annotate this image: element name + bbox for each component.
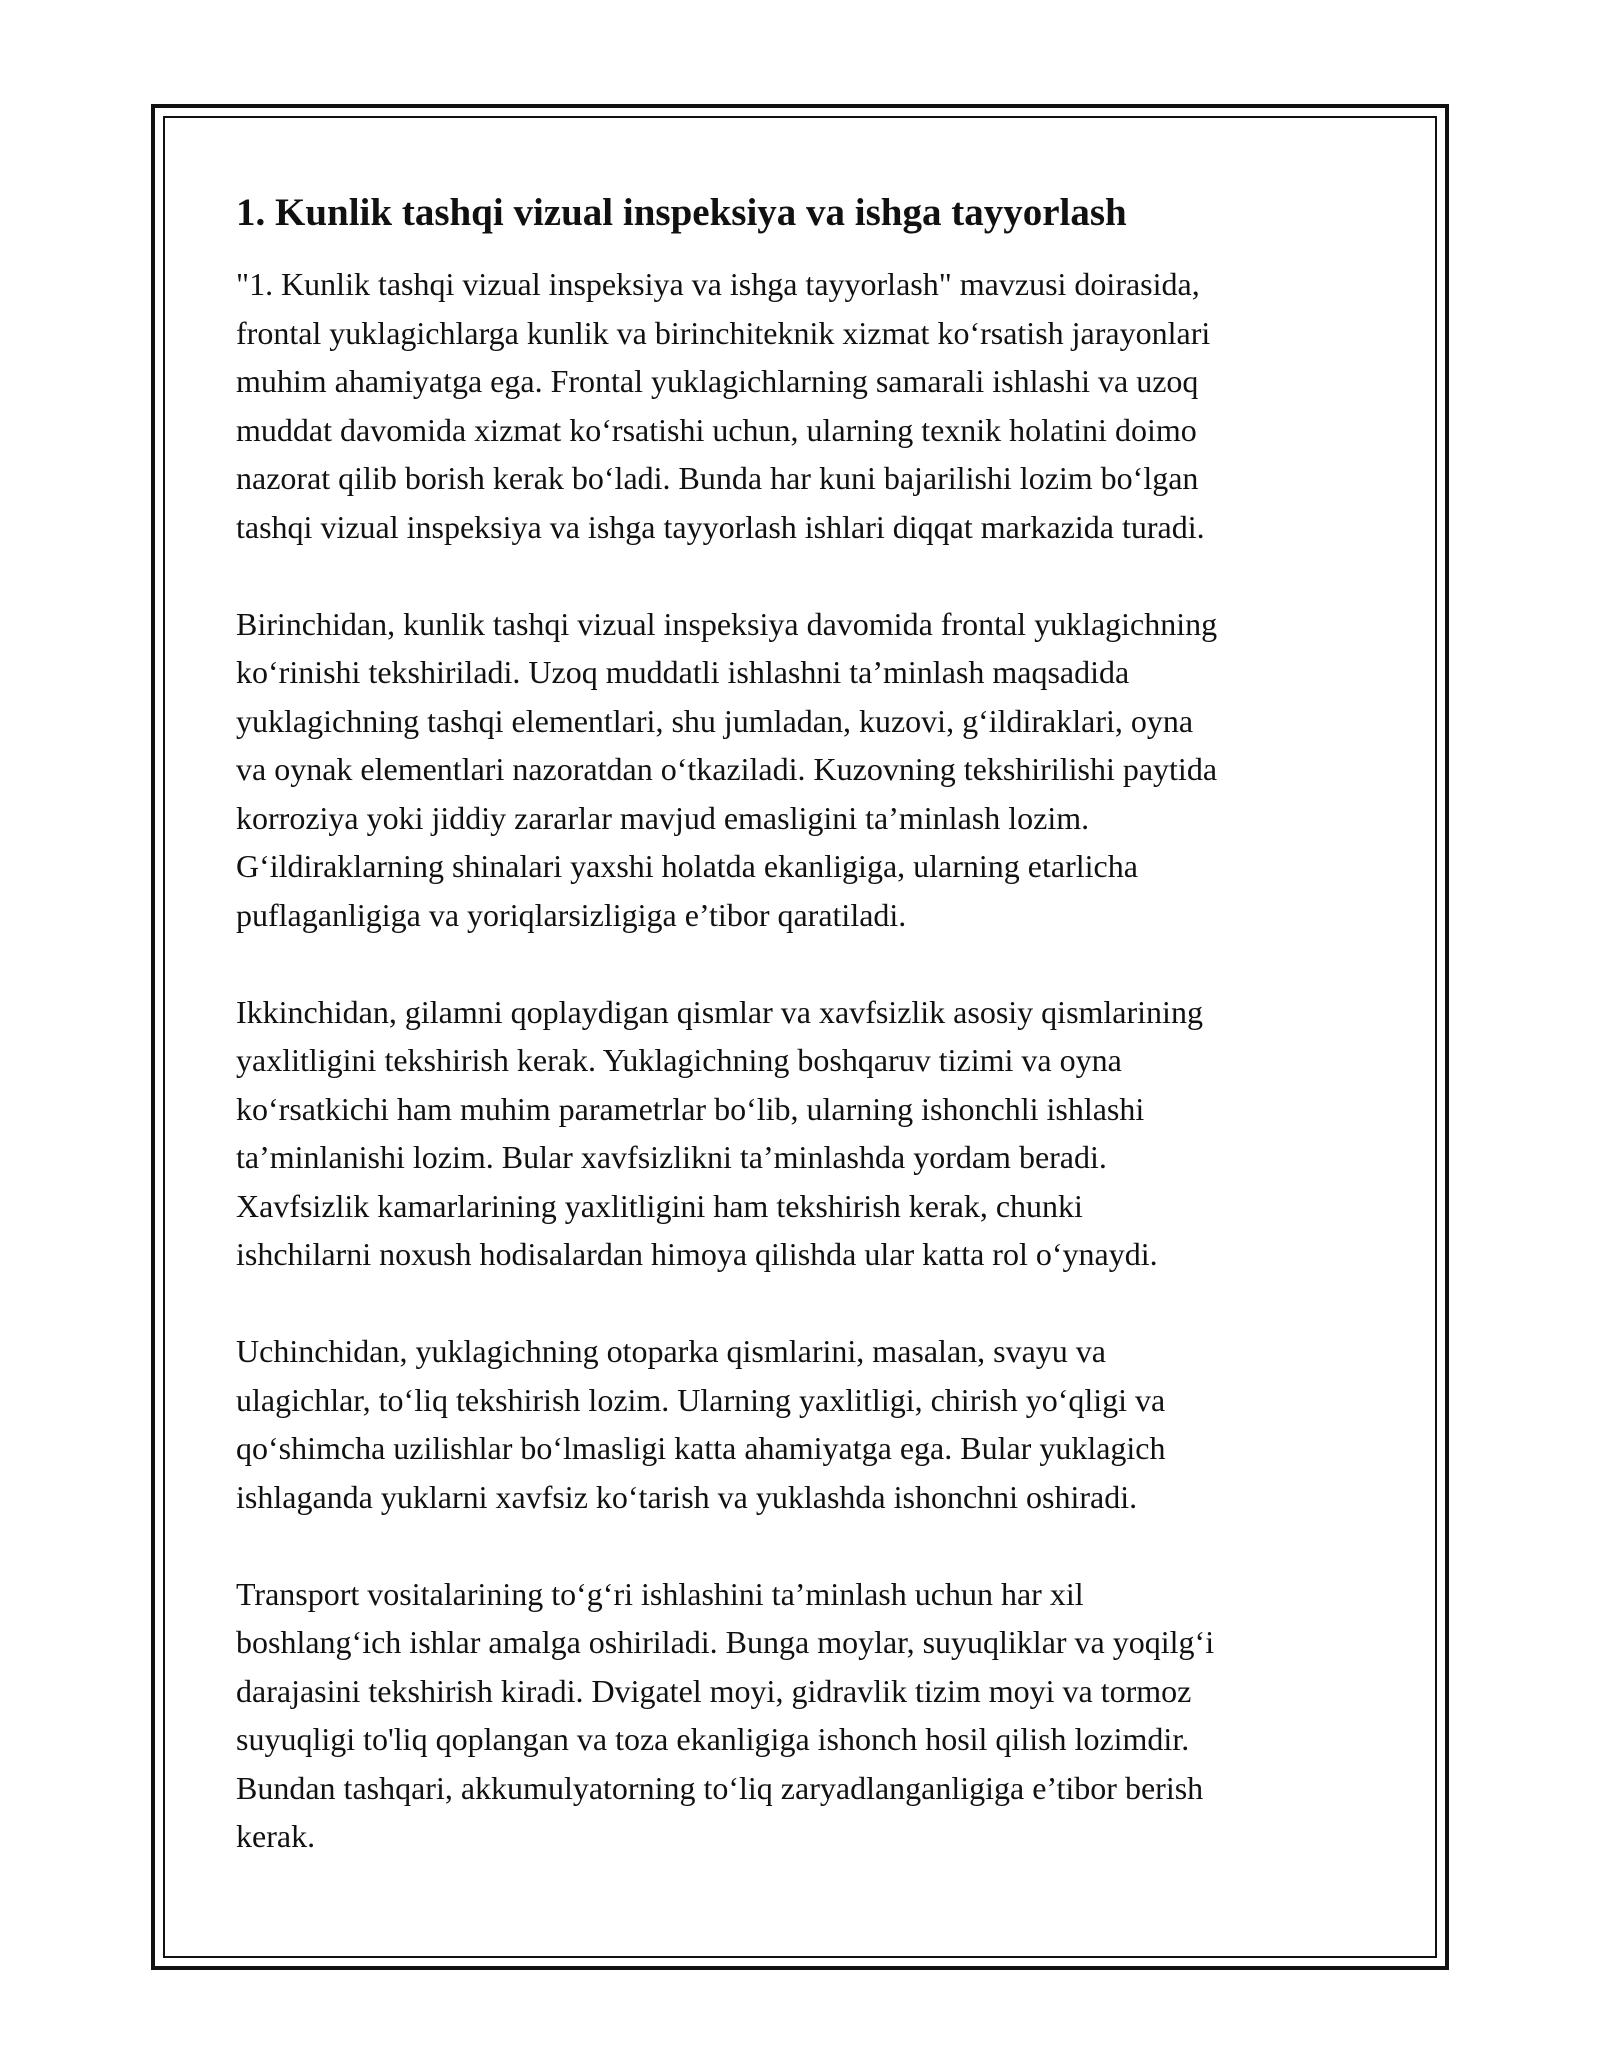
- paragraph-intro: "1. Kunlik tashqi vizual inspeksiya va ishga tayyorlash" mavzusi doirasida, frontal yuklagichlarga kunlik va birinchiteknik xizmat koʻrsatish jarayonlari muhim ahamiyatga ega. Frontal yuklagichlarning samarali ishlashi va uzoq muddat davomida xizmat koʻrsatishi uchun, ularning texnik holatini doimo nazorat qilib borish kerak boʻladi. Bunda har kuni bajarilishi lozim boʻlgan tashqi vizual inspeksiya va ishga tayyorlash ishlari diqqat markazida turadi.: [236, 266, 1211, 545]
- document-body: [236, 188, 1366, 1909]
- paragraph-second: Ikkinchidan, gilamni qoplaydigan qismlar va xavfsizlik asosiy qismlarining yaxlitligini tekshirish kerak. Yuklagichning boshqaruv tizimi va oyna koʻrsatkichi ham muhim parametrlar boʻlib, ularning ishonchli ishlashi ta’minlanishi lozim. Bular xavfsizlikni ta’minlashda yordam beradi. Xavfsizlik kamarlarining yaxlitligini ham tekshirish kerak, chunki ishchilarni noxush hodisalardan himoya qilishda ular katta rol oʻynaydi.: [236, 993, 1203, 1272]
- document-title: 1. Kunlik tashqi vizual inspeksiya va ishga tayyorlash: [236, 191, 1127, 234]
- paragraph-third: Uchinchidan, yuklagichning otoparka qismlarini, masalan, svayu va ulagichlar, toʻliq tekshirish lozim. Ularning yaxlitligi, chirish yoʻqligi va qoʻshimcha uzilishlar boʻlmasligi katta ahamiyatga ega. Bular yuklagich ishlaganda yuklarni xavfsiz koʻtarish va yuklashda ishonchni oshiradi.: [236, 1333, 1166, 1515]
- paragraph-first: Birinchidan, kunlik tashqi vizual inspeksiya davomida frontal yuklagichning koʻrinishi tekshiriladi. Uzoq muddatli ishlashni ta’minlash maqsadida yuklagichning tashqi elementlari, shu jumladan, kuzovi, gʻildiraklari, oyna va oynak elementlari nazoratdan oʻtkaziladi. Kuzovning tekshirilishi paytida korroziya yoki jiddiy zararlar mavjud emasligini ta’minlash lozim. Gʻildiraklarning shinalari yaxshi holatda ekanligiga, ularning etarlicha puflaganligiga va yoriqlarsizligiga e’tibor qaratiladi.: [236, 605, 1218, 933]
- paragraph-transport: Transport vositalarining toʻgʻri ishlashini ta’minlash uchun har xil boshlangʻich ishlar amalga oshiriladi. Bunga moylar, suyuqliklar va yoqilgʻi darajasini tekshirish kiradi. Dvigatel moyi, gidravlik tizim moyi va tormoz suyuqligi to'liq qoplangan va toza ekanligiga ishonch hosil qilish lozimdir. Bundan tashqari, akkumulyatorning toʻliq zaryadlanganligiga e’tibor berish kerak.: [236, 1575, 1215, 1854]
